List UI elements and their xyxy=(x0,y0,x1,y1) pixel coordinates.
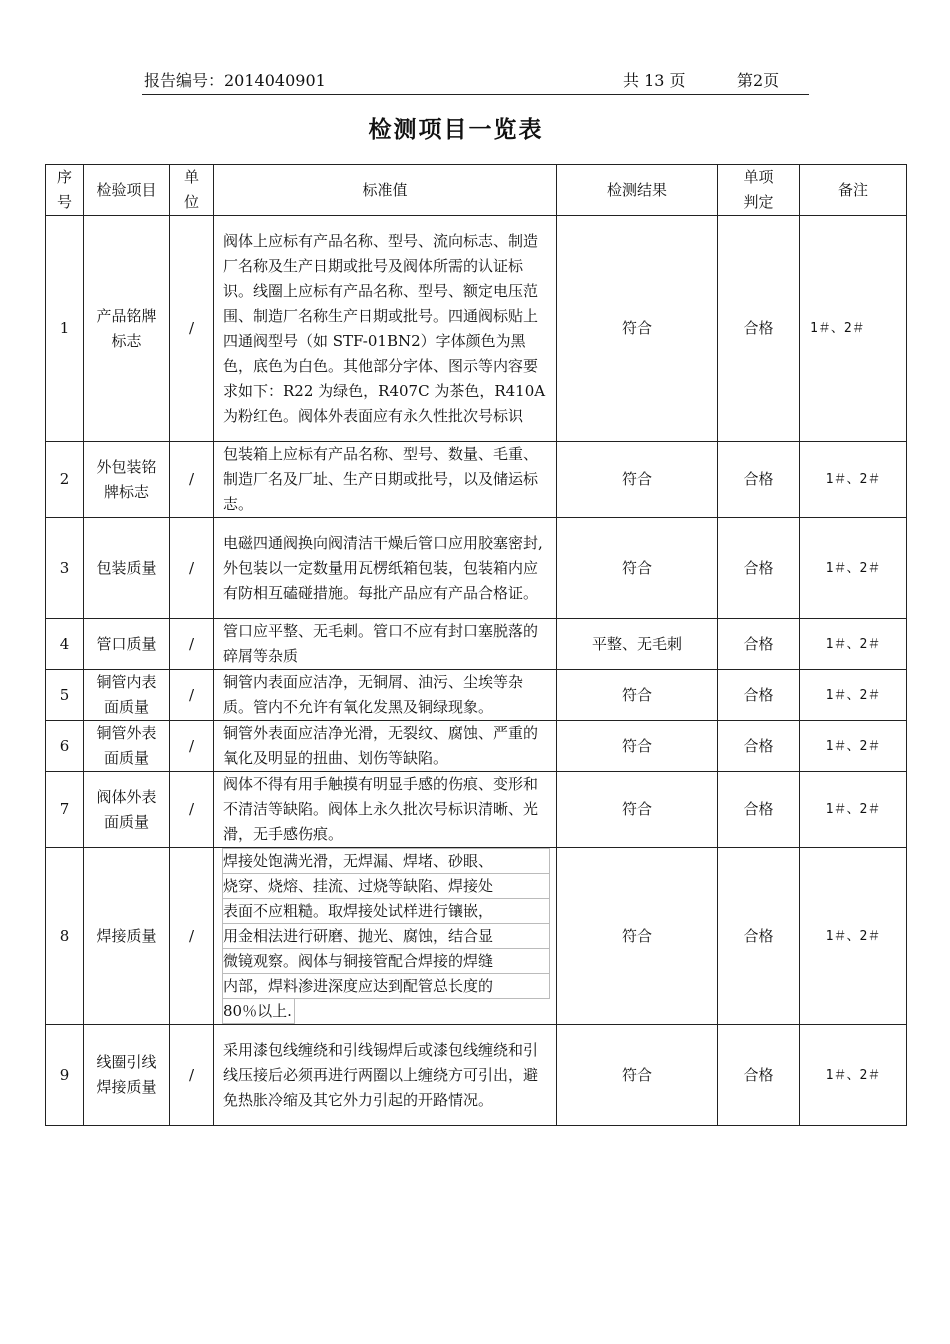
column-header: 检验项目 xyxy=(84,165,170,216)
standard-value: 阀体不得有用手触摸有明显手感的伤痕、变形和不清洁等缺陷。阀体上永久批次号标识清晰、光滑，无手感伤痕。 xyxy=(214,772,557,848)
judgement: 合格 xyxy=(718,1025,800,1126)
judgement: 合格 xyxy=(718,848,800,1025)
item-name: 包装质量 xyxy=(84,518,170,619)
judgement: 合格 xyxy=(718,619,800,670)
report-number: 报告编号：2014040901 xyxy=(144,71,326,90)
table-row xyxy=(46,848,907,1025)
standard-line: 表面不应粗糙。取焊接处试样进行镶嵌， xyxy=(222,899,550,924)
remark: 1＃、2＃ xyxy=(800,848,907,1025)
table-row xyxy=(46,1025,907,1126)
unit: / xyxy=(170,848,214,1025)
row-number: 5 xyxy=(46,670,84,721)
unit: / xyxy=(170,619,214,670)
row-number: 8 xyxy=(46,848,84,1025)
item-name: 外包装铭牌标志 xyxy=(84,442,170,518)
remark: 1＃、2＃ xyxy=(800,721,907,772)
test-result: 符合 xyxy=(557,216,718,442)
test-result: 符合 xyxy=(557,1025,718,1126)
column-header: 标准值 xyxy=(214,165,557,216)
standard-line: 用金相法进行研磨、抛光、腐蚀，结合显 xyxy=(222,924,550,949)
standard-line: 微镜观察。阀体与铜接管配合焊接的焊缝 xyxy=(222,949,550,974)
test-result: 符合 xyxy=(557,848,718,1025)
table-row xyxy=(46,721,907,772)
judgement: 合格 xyxy=(718,721,800,772)
test-result: 符合 xyxy=(557,670,718,721)
column-header: 单位 xyxy=(170,165,214,216)
test-result: 符合 xyxy=(557,772,718,848)
row-number: 9 xyxy=(46,1025,84,1126)
remark: 1＃、2＃ xyxy=(800,772,907,848)
table-row xyxy=(46,670,907,721)
unit: / xyxy=(170,442,214,518)
item-name: 阀体外表面质量 xyxy=(84,772,170,848)
judgement: 合格 xyxy=(718,772,800,848)
page-number: 第2页 xyxy=(737,71,780,90)
table-row xyxy=(46,216,907,442)
document-title: 检测项目一览表 xyxy=(368,117,544,143)
remark: 1＃、2＃ xyxy=(800,670,907,721)
judgement: 合格 xyxy=(718,442,800,518)
row-number: 4 xyxy=(46,619,84,670)
unit: / xyxy=(170,721,214,772)
page-header xyxy=(142,66,809,95)
standard-value: 铜管外表面应洁净光滑，无裂纹、腐蚀、严重的氧化及明显的扭曲、划伤等缺陷。 xyxy=(214,721,557,772)
item-name: 产品铭牌标志 xyxy=(84,216,170,442)
item-name: 铜管外表面质量 xyxy=(84,721,170,772)
column-header: 单项判定 xyxy=(718,165,800,216)
judgement: 合格 xyxy=(718,670,800,721)
standard-line: 烧穿、烧熔、挂流、过烧等缺陷、焊接处 xyxy=(222,874,550,899)
test-result: 符合 xyxy=(557,442,718,518)
row-number: 1 xyxy=(46,216,84,442)
test-result: 平整、无毛刺 xyxy=(557,619,718,670)
row-number: 3 xyxy=(46,518,84,619)
judgement: 合格 xyxy=(718,216,800,442)
unit: / xyxy=(170,216,214,442)
row-number: 6 xyxy=(46,721,84,772)
item-name: 铜管内表面质量 xyxy=(84,670,170,721)
unit: / xyxy=(170,670,214,721)
item-name: 焊接质量 xyxy=(84,848,170,1025)
column-header: 备注 xyxy=(800,165,907,216)
unit: / xyxy=(170,1025,214,1126)
table-row xyxy=(46,619,907,670)
total-pages: 共 13 页 xyxy=(623,71,686,90)
standard-value: 阀体上应标有产品名称、型号、流向标志、制造厂名称及生产日期或批号及阀体所需的认证标识。线圈上应标有产品名称、型号、额定电压范围、制造厂名称生产日期或批号。四通阀标贴上四通阀型号（如 STF-01BN2）字体颜色为黑色，底色为白色。其他部分字体、图示等内容要求如下：R22 为绿色，R407C 为茶色，R410A 为粉红色。阀体外表面应有永久性批次号标识 xyxy=(214,216,557,442)
row-number: 2 xyxy=(46,442,84,518)
inspection-items-table xyxy=(45,164,907,1126)
standard-value: 管口应平整、无毛刺。管口不应有封口塞脱落的碎屑等杂质 xyxy=(214,619,557,670)
unit: / xyxy=(170,518,214,619)
table-row xyxy=(46,772,907,848)
standard-value: 电磁四通阀换向阀清洁干燥后管口应用胶塞密封,外包装以一定数量用瓦楞纸箱包装，包装箱内应有防相互磕碰措施。每批产品应有产品合格证。 xyxy=(214,518,557,619)
item-name: 线圈引线焊接质量 xyxy=(84,1025,170,1126)
table-row xyxy=(46,518,907,619)
standard-value xyxy=(214,848,557,1025)
item-name: 管口质量 xyxy=(84,619,170,670)
remark: 1＃、2＃ xyxy=(800,442,907,518)
standard-line: 80％以上. xyxy=(222,999,295,1024)
test-result: 符合 xyxy=(557,518,718,619)
table-header-row xyxy=(46,165,907,216)
row-number: 7 xyxy=(46,772,84,848)
remark: 1＃、2＃ xyxy=(800,1025,907,1126)
table-row xyxy=(46,442,907,518)
unit: / xyxy=(170,772,214,848)
remark: 1＃、2＃ xyxy=(800,216,907,442)
standard-line: 焊接处饱满光滑，无焊漏、焊堵、砂眼、 xyxy=(222,848,550,874)
standard-line: 内部，焊料渗进深度应达到配管总长度的 xyxy=(222,974,550,999)
standard-value: 铜管内表面应洁净，无铜屑、油污、尘埃等杂质。管内不允许有氧化发黑及铜绿现象。 xyxy=(214,670,557,721)
judgement: 合格 xyxy=(718,518,800,619)
test-result: 符合 xyxy=(557,721,718,772)
column-header: 序号 xyxy=(46,165,84,216)
remark: 1＃、2＃ xyxy=(800,518,907,619)
standard-value: 采用漆包线缠绕和引线锡焊后或漆包线缠绕和引线压接后必须再进行两圈以上缠绕方可引出，避免热胀冷缩及其它外力引起的开路情况。 xyxy=(214,1025,557,1126)
column-header: 检测结果 xyxy=(557,165,718,216)
standard-value: 包装箱上应标有产品名称、型号、数量、毛重、制造厂名及厂址、生产日期或批号，以及储运标志。 xyxy=(214,442,557,518)
remark: 1＃、2＃ xyxy=(800,619,907,670)
